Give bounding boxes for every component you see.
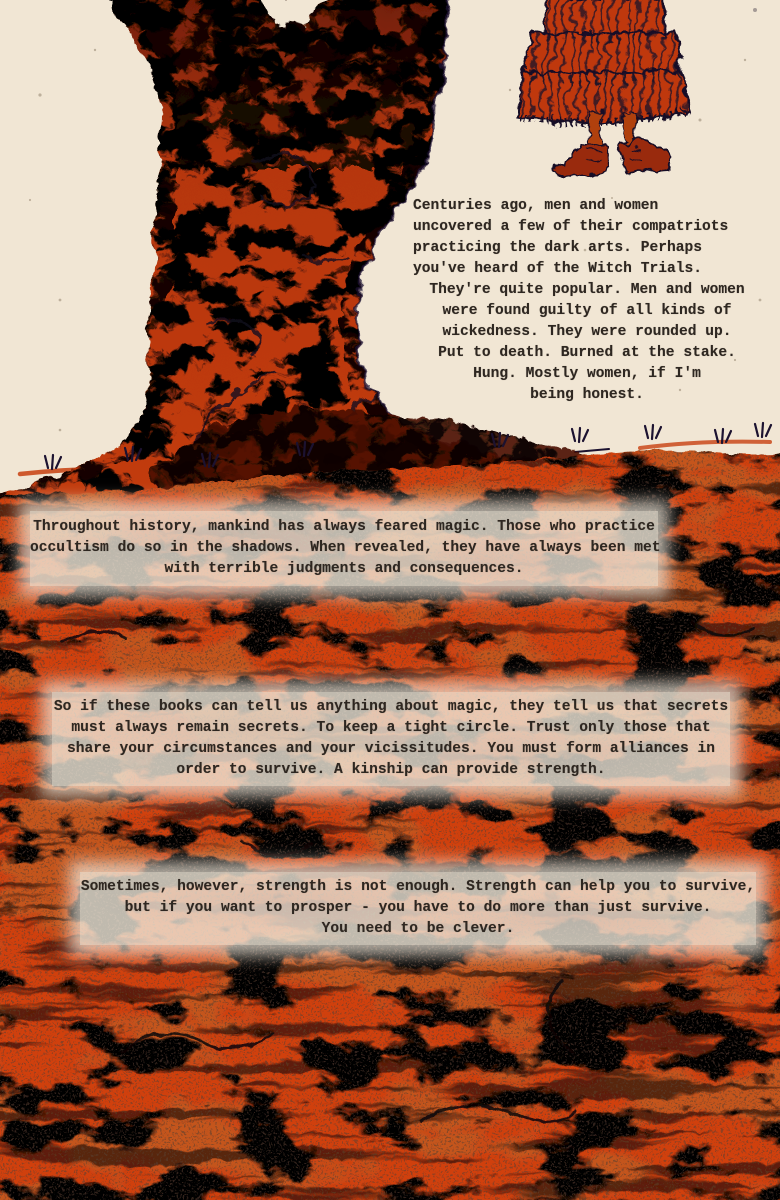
narration-line: you've heard of the Witch Trials. — [413, 261, 703, 277]
narration-line: were found guilty of all kinds of — [442, 303, 732, 319]
narration-line: Put to death. Burned at the stake. — [438, 345, 736, 361]
caption-secrets — [52, 692, 730, 786]
caption-history — [30, 511, 661, 586]
narration-line: Throughout history, mankind has always feared magic. Those who practice — [33, 519, 655, 535]
narration-line: share your circumstances and your vicissitudes. You must form alliances in — [66, 741, 716, 757]
narration-line: Sometimes, however, strength is not enough. Strength can help you to survive, — [80, 879, 756, 895]
narration-line: wickedness. They were rounded up. — [442, 324, 732, 340]
narration-line: order to survive. A kinship can provide strength. — [176, 762, 606, 778]
narration-line: practicing the dark arts. Perhaps — [413, 240, 703, 256]
narration-line: but if you want to prosper - you have to do more than just survive. — [124, 900, 712, 916]
narration-line: They're quite popular. Men and women — [429, 282, 745, 298]
narration-line: Centuries ago, men and women — [413, 198, 659, 214]
narration-line: So if these books can tell us anything about magic, they tell us that secrets — [53, 699, 729, 715]
caption-clever — [80, 872, 756, 945]
narration-intro — [413, 196, 761, 406]
narration-line: Hung. Mostly women, if I'm — [473, 366, 701, 382]
narration-line: with terrible judgments and consequences. — [164, 561, 524, 577]
narration-line: uncovered a few of their compatriots — [413, 219, 729, 235]
narration-line: You need to be clever. — [321, 921, 515, 937]
narration-line: must always remain secrets. To keep a tight circle. Trust only those that — [71, 720, 711, 736]
narration-line: being honest. — [530, 387, 644, 403]
narration-line: occultism do so in the shadows. When revealed, they have always been met — [30, 540, 661, 556]
